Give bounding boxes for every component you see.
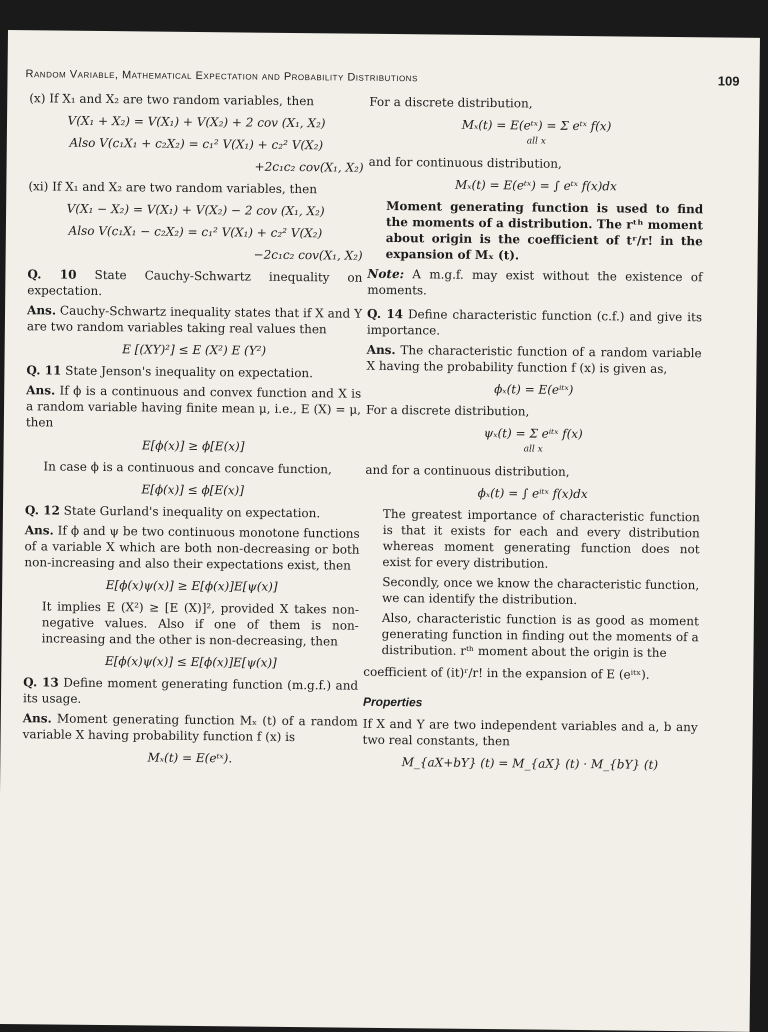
q13-ans-label: Ans. — [22, 711, 52, 726]
q14-eq1: ϕₓ(t) = E(eⁱᵗˣ) — [494, 382, 574, 397]
q10 — [27, 266, 362, 302]
q12-text2: It implies E (X²) ≥ [E (X)]², provided X takes non-negative values. Also if one of them is non-increasing and the other is non-decreasing, then — [41, 599, 360, 649]
q14-eq3: ϕₓ(t) = ∫ eⁱᵗˣ f(x)dx — [477, 485, 588, 502]
item-x-eq1: V(X₁ + X₂) = V(X₁) + V(X₂) + 2 cov (X₁, X₂) — [67, 113, 326, 131]
q12-question: State Gurland's inequality on expectation. — [63, 503, 321, 521]
item-xi-label: (xi) — [28, 179, 49, 194]
q14-coef: coefficient of (it)ʳ/r! in the expansion of E (eⁱᵗˣ). — [363, 664, 650, 682]
q10-answer-text: Cauchy-Schwartz inequality states that if X and Y are two random variables taking real values then — [26, 303, 363, 337]
mgf-discrete-eq: Mₓ(t) = E(eᵗˣ) = Σ eᵗˣ f(x) — [461, 117, 612, 134]
discrete-label: For a discrete distribution, — [369, 94, 533, 111]
q11-ans-label: Ans. — [26, 383, 56, 398]
q14-para1: The greatest importance of characteristic function is that it exists for each and every distribution whereas moment generating function does not exist for every distribution. — [382, 506, 701, 571]
item-x — [29, 90, 364, 110]
q14-answer — [366, 342, 701, 378]
note-text: A m.g.f. may exist without the existence of moments. — [367, 267, 703, 298]
left-column — [22, 90, 364, 773]
q11 — [26, 362, 361, 382]
q10-ans-label: Ans. — [26, 303, 57, 318]
q12-answer — [24, 522, 359, 574]
q13 — [23, 674, 358, 710]
note-label: Note: — [367, 266, 405, 282]
q10-question: State Cauchy-Schwartz inequality on expectation. — [27, 267, 363, 298]
q11-answer-text: If ϕ is a continuous and convex function and X is a random variable having finite mean μ, i.e., E (X) = μ, then — [25, 383, 362, 430]
item-xi-eq2-row — [28, 222, 363, 242]
q11-eq1: E[ϕ(x)] ≥ ϕ[E(x)] — [141, 438, 245, 454]
book-page — [0, 30, 760, 1032]
mgf-usage: Moment generating function is used to find the moments of a distribution. The rᵗʰ moment about origin is the coefficient of tʳ/r! in the expansion of Mₓ (t). — [385, 198, 704, 263]
q12-answer-text: If ϕ and ψ be two continuous monotone functions of a variable X which are both non-decreasing or both non-increasing and also their expectations exist, then — [24, 523, 360, 573]
mgf-sum-sub: all x — [526, 136, 546, 147]
q13-question: Define moment generating function (m.g.f.) and its usage. — [22, 675, 359, 706]
q14-num: Q. 14 — [366, 306, 404, 322]
q13-eq: Mₓ(t) = E(eᵗˣ). — [147, 750, 233, 766]
q14-question: Define characteristic function (c.f.) and give its importance. — [366, 307, 703, 338]
q11-text2: In case ϕ is a continuous and concave function, — [43, 459, 332, 477]
q14-para2: Secondly, once we know the characteristic function, we can identify the distribution. — [381, 574, 700, 607]
q13-answer-text: Moment generating function Mₓ (t) of a random variable X having probability function f (x) is — [22, 711, 358, 745]
q14-discrete-label: For a discrete distribution, — [365, 402, 530, 419]
q10-answer — [27, 302, 362, 338]
properties-heading: Properties — [362, 694, 423, 710]
q14-eq2: ψₓ(t) = Σ eⁱᵗˣ f(x) — [483, 426, 583, 442]
page-number: 109 — [717, 73, 740, 89]
q14 — [367, 306, 702, 342]
mgf-continuous-eq: Mₓ(t) = E(eᵗˣ) = ∫ eᵗˣ f(x)dx — [454, 177, 617, 194]
continuous-label: and for continuous distribution, — [368, 154, 562, 171]
q11-question: State Jenson's inequality on expectation. — [65, 363, 314, 381]
item-x-eq2-row — [29, 134, 364, 154]
item-xi-also: Also — [68, 223, 95, 238]
properties-text: If X and Y are two independent variables and a, b any two real constants, then — [362, 716, 698, 749]
item-xi-eq2: V(c₁X₁ − c₂X₂) = c₁² V(X₁) + c₂² V(X₂) — [98, 223, 323, 241]
q11-num: Q. 11 — [26, 363, 62, 378]
q14-answer-text: The characteristic function of a random variable X having the probability function f (x) is given as, — [366, 343, 702, 376]
item-xi-text: If X₁ and X₂ are two random variables, then — [52, 179, 318, 197]
q10-eq: E [(XY)²] ≤ E (X²) E (Y²) — [122, 342, 267, 358]
item-xi-eq2b: −2c₁c₂ cov(X₁, X₂) — [253, 247, 363, 263]
right-column — [362, 94, 704, 779]
q14-ans-label: Ans. — [366, 342, 396, 358]
item-x-eq2b: +2c₁c₂ cov(X₁, X₂) — [254, 159, 364, 175]
q14-continuous-label: and for a continuous distribution, — [365, 462, 570, 479]
item-x-label: (x) — [29, 91, 46, 106]
q11-eq2: E[ϕ(x)] ≤ ϕ[E(x)] — [141, 482, 245, 498]
properties-eq: M_{aX+bY} (t) = M_{aX} (t) · M_{bY} (t) — [401, 755, 659, 772]
q14-para3: Also, characteristic function is as good as moment generating function in finding out the moments of a distribution. rᵗʰ moment about the origin is the — [381, 610, 699, 660]
item-x-text: If X₁ and X₂ are two random variables, then — [49, 91, 315, 109]
q13-answer — [23, 710, 358, 746]
q10-num: Q. 10 — [27, 267, 77, 282]
q12-ans-label: Ans. — [24, 523, 54, 538]
item-x-also: Also — [69, 135, 96, 150]
item-xi-eq1: V(X₁ − X₂) = V(X₁) + V(X₂) − 2 cov (X₁, X₂) — [66, 201, 325, 219]
q14-sum-sub: all x — [523, 444, 543, 455]
q12-eq2: E[ϕ(x)ψ(x)] ≤ E[ϕ(x)]E[ψ(x)] — [104, 654, 277, 670]
q12-num: Q. 12 — [24, 503, 60, 518]
item-x-eq2: V(c₁X₁ + c₂X₂) = c₁² V(X₁) + c₂² V(X₂) — [99, 135, 324, 153]
q13-num: Q. 13 — [23, 675, 59, 690]
q12-eq1: E[ϕ(x)ψ(x)] ≥ E[ϕ(x)]E[ψ(x)] — [105, 578, 278, 594]
q12 — [25, 502, 360, 522]
item-xi — [28, 178, 363, 198]
running-header: Random Variable, Mathematical Expectation and Probability Distributions — [25, 68, 418, 85]
note — [367, 266, 702, 302]
q11-answer — [26, 382, 361, 434]
